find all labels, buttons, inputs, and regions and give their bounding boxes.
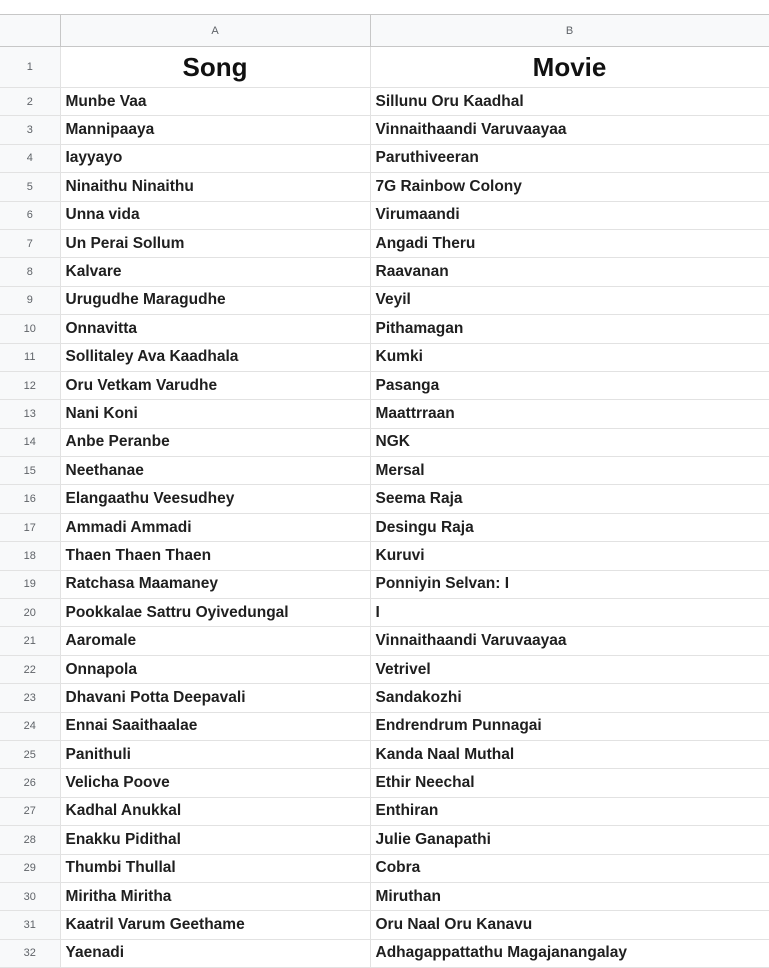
cell-song[interactable]: Ratchasa Maamaney — [60, 570, 370, 598]
table-row — [0, 485, 769, 513]
row-number[interactable]: 24 — [0, 712, 60, 740]
column-header-a[interactable]: A — [60, 15, 370, 47]
table-row — [0, 826, 769, 854]
table-row — [0, 201, 769, 229]
cell-movie[interactable]: Maattrraan — [370, 400, 769, 428]
cell-movie[interactable]: Desingu Raja — [370, 513, 769, 541]
row-number[interactable]: 26 — [0, 769, 60, 797]
cell-song[interactable]: Unna vida — [60, 201, 370, 229]
row-number[interactable]: 14 — [0, 428, 60, 456]
row-number[interactable]: 20 — [0, 599, 60, 627]
row-number[interactable]: 27 — [0, 797, 60, 825]
table-row — [0, 457, 769, 485]
cell-song[interactable]: Anbe Peranbe — [60, 428, 370, 456]
cell-song[interactable]: Elangaathu Veesudhey — [60, 485, 370, 513]
cell-song[interactable]: Enakku Pidithal — [60, 826, 370, 854]
column-header-row — [0, 15, 769, 47]
cell-movie[interactable]: Sillunu Oru Kaadhal — [370, 88, 769, 116]
table-row — [0, 712, 769, 740]
cell-movie[interactable]: Kuruvi — [370, 542, 769, 570]
row-number[interactable]: 18 — [0, 542, 60, 570]
cell-movie[interactable]: Ponniyin Selvan: I — [370, 570, 769, 598]
row-number[interactable]: 6 — [0, 201, 60, 229]
table-row — [0, 911, 769, 939]
cell-movie[interactable]: Vinnaithaandi Varuvaayaa — [370, 627, 769, 655]
cell-song[interactable]: Mannipaaya — [60, 116, 370, 144]
table-row — [0, 655, 769, 683]
cell-song[interactable]: Pookkalae Sattru Oyivedungal — [60, 599, 370, 627]
cell-song[interactable]: Kadhal Anukkal — [60, 797, 370, 825]
table-row — [0, 400, 769, 428]
table-row — [0, 939, 769, 967]
row-number[interactable]: 9 — [0, 286, 60, 314]
row-number[interactable]: 10 — [0, 315, 60, 343]
table-row — [0, 144, 769, 172]
row-number[interactable]: 22 — [0, 655, 60, 683]
cell-song[interactable]: Dhavani Potta Deepavali — [60, 684, 370, 712]
table-row — [0, 740, 769, 768]
row-number[interactable]: 15 — [0, 457, 60, 485]
cell-song[interactable]: Sollitaley Ava Kaadhala — [60, 343, 370, 371]
cell-movie[interactable]: Pithamagan — [370, 315, 769, 343]
cell-movie[interactable]: Pasanga — [370, 371, 769, 399]
row-number[interactable]: 23 — [0, 684, 60, 712]
cell-song[interactable]: Aaromale — [60, 627, 370, 655]
cell-song[interactable]: Ammadi Ammadi — [60, 513, 370, 541]
cell-movie[interactable]: Virumaandi — [370, 201, 769, 229]
cell-song[interactable]: Iayyayo — [60, 144, 370, 172]
cell-movie[interactable]: Seema Raja — [370, 485, 769, 513]
table-row — [0, 599, 769, 627]
cell-movie[interactable]: Vetrivel — [370, 655, 769, 683]
table-row — [0, 797, 769, 825]
cell-movie[interactable]: Kanda Naal Muthal — [370, 740, 769, 768]
cell-movie[interactable]: Endrendrum Punnagai — [370, 712, 769, 740]
row-number[interactable]: 25 — [0, 740, 60, 768]
row-number[interactable]: 4 — [0, 144, 60, 172]
row-number[interactable]: 21 — [0, 627, 60, 655]
cell-song[interactable]: Velicha Poove — [60, 769, 370, 797]
table-row — [0, 258, 769, 286]
cell-song[interactable]: Panithuli — [60, 740, 370, 768]
cell-song[interactable]: Munbe Vaa — [60, 88, 370, 116]
cell-movie[interactable]: Vinnaithaandi Varuvaayaa — [370, 116, 769, 144]
cell-movie[interactable]: Enthiran — [370, 797, 769, 825]
cell-song[interactable]: Ennai Saaithaalae — [60, 712, 370, 740]
table-row — [0, 854, 769, 882]
cell-movie[interactable]: Angadi Theru — [370, 229, 769, 257]
cell-song[interactable]: Un Perai Sollum — [60, 229, 370, 257]
cell-song[interactable]: Neethanae — [60, 457, 370, 485]
cell-song[interactable]: Thaen Thaen Thaen — [60, 542, 370, 570]
table-row — [0, 542, 769, 570]
table-row — [0, 371, 769, 399]
row-number[interactable]: 8 — [0, 258, 60, 286]
cell-movie[interactable]: Ethir Neechal — [370, 769, 769, 797]
table-row — [0, 428, 769, 456]
cell-song[interactable]: Onnavitta — [60, 315, 370, 343]
cell-song[interactable]: Kalvare — [60, 258, 370, 286]
cell-movie[interactable]: NGK — [370, 428, 769, 456]
table-row — [0, 882, 769, 910]
table-row — [0, 47, 769, 88]
table-row — [0, 88, 769, 116]
cell-movie[interactable]: Adhagappattathu Magajanangalay — [370, 939, 769, 967]
table-row — [0, 315, 769, 343]
row-number[interactable]: 17 — [0, 513, 60, 541]
row-number[interactable]: 19 — [0, 570, 60, 598]
row-number[interactable]: 32 — [0, 939, 60, 967]
cell-song[interactable]: Urugudhe Maragudhe — [60, 286, 370, 314]
cell-song-header[interactable]: Song — [60, 47, 370, 88]
table-row — [0, 570, 769, 598]
cell-song[interactable]: Oru Vetkam Varudhe — [60, 371, 370, 399]
table-row — [0, 229, 769, 257]
cell-song[interactable]: Ninaithu Ninaithu — [60, 173, 370, 201]
cell-movie[interactable]: Mersal — [370, 457, 769, 485]
cell-movie[interactable]: Kumki — [370, 343, 769, 371]
select-all-corner[interactable] — [0, 15, 60, 47]
table-row — [0, 286, 769, 314]
row-number[interactable]: 3 — [0, 116, 60, 144]
table-row — [0, 343, 769, 371]
table-row — [0, 769, 769, 797]
cell-movie[interactable]: Veyil — [370, 286, 769, 314]
row-number[interactable]: 16 — [0, 485, 60, 513]
table-row — [0, 684, 769, 712]
row-number[interactable]: 11 — [0, 343, 60, 371]
cell-movie[interactable]: Raavanan — [370, 258, 769, 286]
table-row — [0, 116, 769, 144]
cell-movie[interactable]: 7G Rainbow Colony — [370, 173, 769, 201]
cell-song[interactable]: Thumbi Thullal — [60, 854, 370, 882]
row-number[interactable]: 13 — [0, 400, 60, 428]
row-number[interactable]: 29 — [0, 854, 60, 882]
cell-song[interactable]: Nani Koni — [60, 400, 370, 428]
table-row — [0, 173, 769, 201]
cell-movie[interactable]: Cobra — [370, 854, 769, 882]
data-table — [0, 15, 769, 968]
row-number[interactable]: 28 — [0, 826, 60, 854]
table-row — [0, 513, 769, 541]
row-number[interactable]: 12 — [0, 371, 60, 399]
row-number[interactable]: 5 — [0, 173, 60, 201]
cell-movie[interactable]: Oru Naal Oru Kanavu — [370, 911, 769, 939]
cell-movie[interactable]: I — [370, 599, 769, 627]
cell-song[interactable]: Onnapola — [60, 655, 370, 683]
cell-song[interactable]: Yaenadi — [60, 939, 370, 967]
cell-movie[interactable]: Miruthan — [370, 882, 769, 910]
row-number[interactable]: 2 — [0, 88, 60, 116]
row-number[interactable]: 31 — [0, 911, 60, 939]
column-header-b[interactable]: B — [370, 15, 769, 47]
table-row — [0, 627, 769, 655]
cell-movie[interactable]: Sandakozhi — [370, 684, 769, 712]
cell-song[interactable]: Miritha Miritha — [60, 882, 370, 910]
cell-song[interactable]: Kaatril Varum Geethame — [60, 911, 370, 939]
row-number[interactable]: 7 — [0, 229, 60, 257]
row-number[interactable]: 30 — [0, 882, 60, 910]
spreadsheet-grid — [0, 14, 769, 968]
row-number[interactable]: 1 — [0, 47, 60, 88]
cell-movie-header[interactable]: Movie — [370, 47, 769, 88]
cell-movie[interactable]: Julie Ganapathi — [370, 826, 769, 854]
cell-movie[interactable]: Paruthiveeran — [370, 144, 769, 172]
